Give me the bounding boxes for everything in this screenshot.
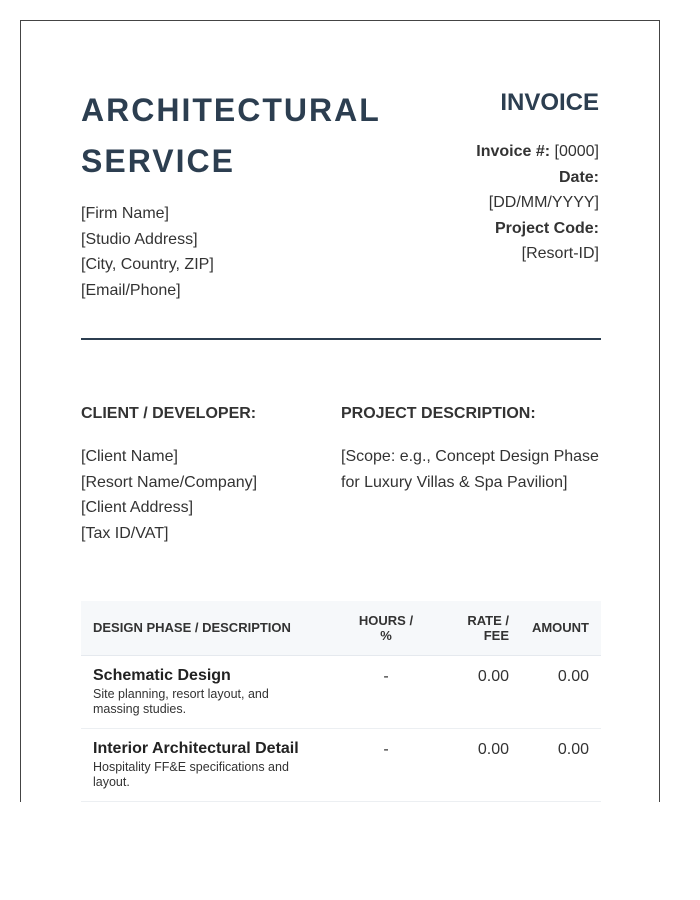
invoice-number-value: [0000]: [554, 143, 599, 160]
invoice-number-row: [476, 139, 599, 165]
item-title: Schematic Design: [93, 667, 231, 684]
header-hours-line-2: %: [380, 628, 392, 643]
firm-contact: [Email/Phone]: [81, 281, 181, 299]
table-row: [81, 729, 601, 802]
item-amount: 0.00: [557, 741, 589, 758]
header-hours-line-1: HOURS /: [358, 613, 414, 628]
header-divider: [81, 338, 601, 340]
header-rate-line-2: FEE: [483, 628, 509, 643]
project-section-label: PROJECT DESCRIPTION:: [341, 405, 536, 422]
header-hours: [349, 613, 423, 643]
date-value: [DD/MM/YYYY]: [488, 194, 599, 212]
header-description: DESIGN PHASE / DESCRIPTION: [93, 620, 291, 635]
client-company: [Resort Name/Company]: [81, 473, 258, 491]
firm-title-line-1: ARCHITECTURAL: [81, 92, 381, 128]
client-name: [Client Name]: [81, 448, 178, 465]
header-rate: [451, 613, 509, 643]
item-rate: 0.00: [477, 741, 509, 758]
header-rate-line-1: RATE /: [467, 613, 509, 628]
item-rate: 0.00: [477, 668, 509, 685]
item-hours: -: [383, 741, 389, 758]
invoice-heading: INVOICE: [500, 89, 599, 116]
item-description: Site planning, resort layout, and massing studies.: [93, 687, 269, 716]
project-code-value: [Resort-ID]: [521, 245, 599, 263]
client-tax-id: [Tax ID/VAT]: [81, 524, 169, 542]
project-code-label: Project Code:: [494, 219, 599, 237]
firm-info: [81, 201, 214, 303]
firm-title: [81, 85, 421, 187]
header-amount: AMOUNT: [531, 620, 589, 635]
invoice-number-label: Invoice #:: [476, 143, 551, 160]
invoice-meta: [476, 139, 599, 267]
studio-address: [Studio Address]: [81, 230, 198, 248]
firm-city: [City, Country, ZIP]: [81, 256, 214, 274]
firm-title-line-2: SERVICE: [81, 143, 235, 179]
invoice-page: [20, 20, 660, 802]
line-items-table: [81, 601, 601, 802]
item-title: Interior Architectural Detail: [93, 740, 299, 757]
client-section-label: CLIENT / DEVELOPER:: [81, 405, 257, 422]
table-row: [81, 656, 601, 729]
item-hours: -: [383, 668, 389, 685]
firm-name: [Firm Name]: [81, 205, 169, 222]
client-address: [Client Address]: [81, 499, 194, 517]
project-description: [Scope: e.g., Concept Design Phase for Luxury Villas & Spa Pavilion]: [341, 448, 599, 491]
item-description: Hospitality FF&E specifications and layout.: [93, 760, 289, 789]
date-label: Date:: [558, 168, 599, 186]
client-info: [81, 444, 257, 546]
item-amount: 0.00: [557, 668, 589, 685]
table-header: [81, 601, 601, 656]
